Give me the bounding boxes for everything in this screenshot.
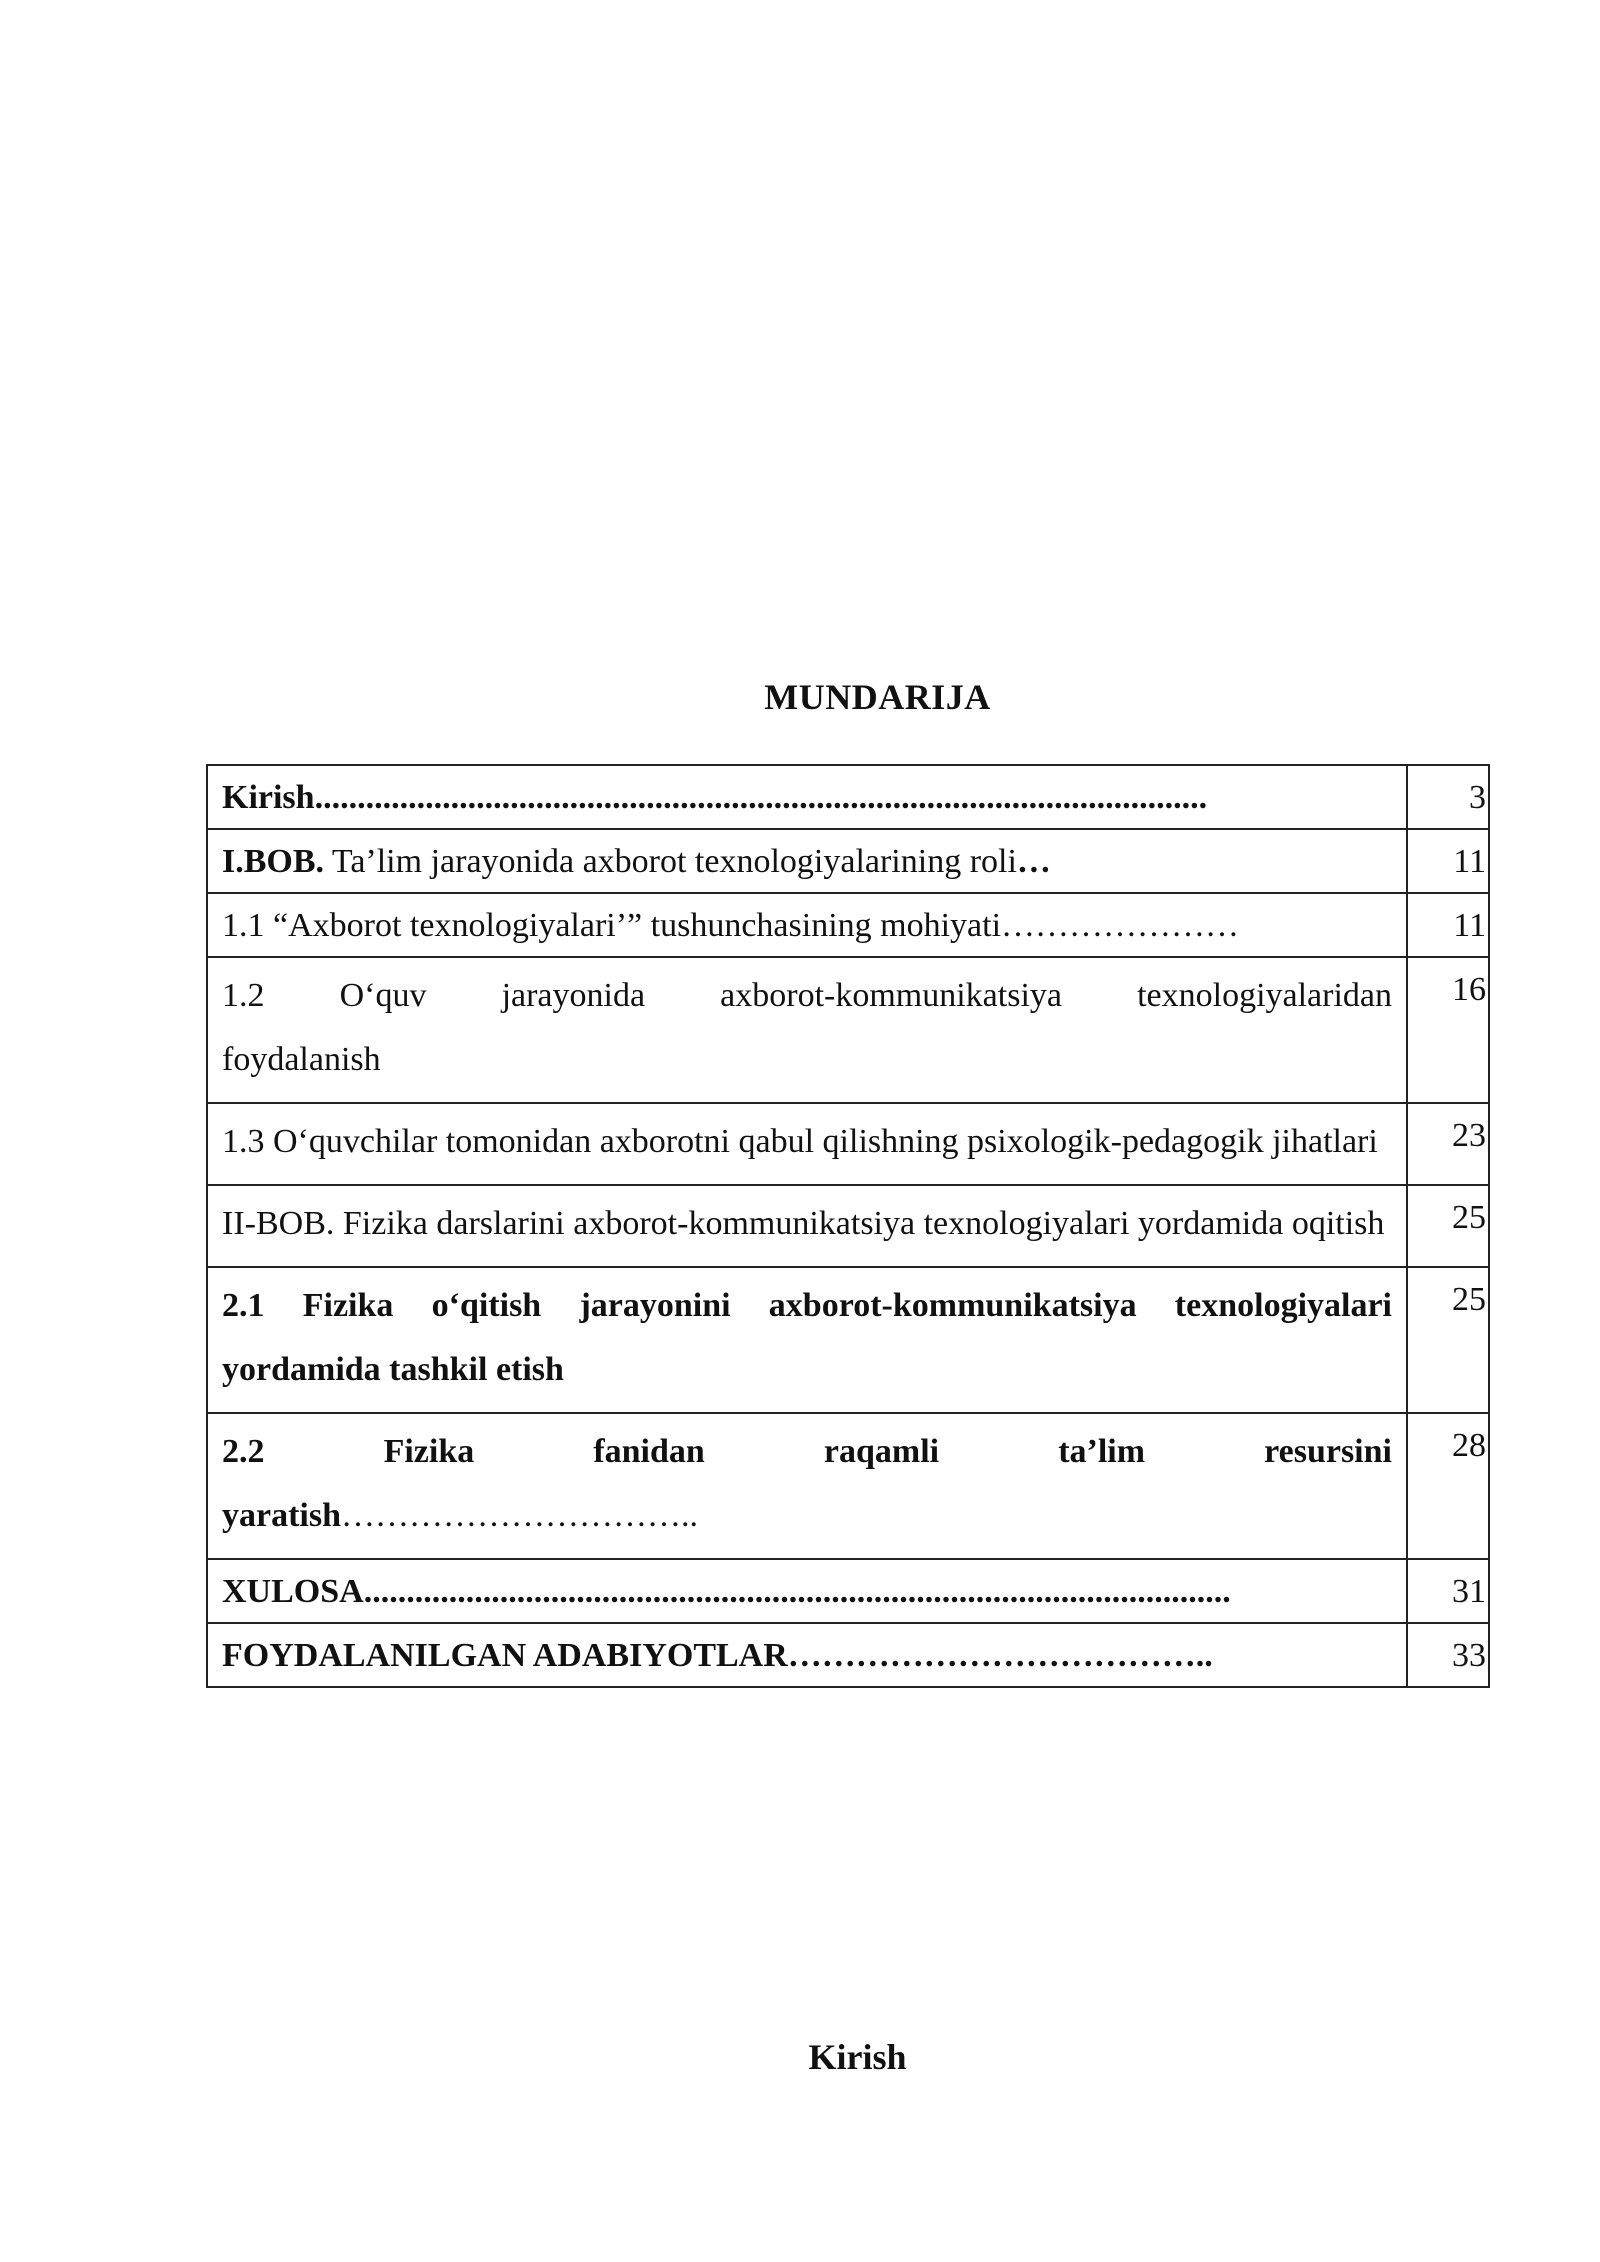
toc-row-adabiyotlar (207, 1623, 1489, 1687)
toc-page-number: 23 (1407, 1103, 1489, 1185)
toc-leader: … (1016, 843, 1051, 880)
table-of-contents (206, 764, 1490, 1688)
toc-page-number: 31 (1407, 1559, 1489, 1623)
toc-entry-label: XULOSA (222, 1573, 364, 1610)
toc-page-number: 11 (1407, 893, 1489, 957)
toc-row-1-1 (207, 893, 1489, 957)
toc-row-chapter-1 (207, 829, 1489, 893)
toc-entry-line1: 1.3 O‘quvchilar tomonidan axborotni qabul qilishning psixologik-pedagogik (222, 1123, 1264, 1160)
toc-entry-label: FOYDALANILGAN ADABIYOTLAR (222, 1637, 788, 1674)
toc-entry-line2: oqitish (1291, 1205, 1385, 1242)
toc-page-number: 33 (1407, 1623, 1489, 1687)
toc-page-number: 28 (1407, 1413, 1489, 1559)
toc-entry[interactable] (207, 1413, 1407, 1559)
toc-leader: ……………………………….. (787, 1637, 1213, 1674)
toc-entry-label: 1.1 “Axborot texnologiyalari’” tushunchasining mohiyati (222, 907, 1002, 944)
toc-entry[interactable] (207, 829, 1407, 893)
toc-row-chapter-2 (207, 1185, 1489, 1267)
toc-entry-line2: yordamida tashkil etish (222, 1351, 564, 1388)
toc-row-kirish (207, 765, 1489, 829)
toc-entry-label: Ta’lim jarayonida axborot texnologiyalarining roli (324, 843, 1017, 880)
toc-entry-line2: jihatlari (1272, 1123, 1378, 1160)
section-heading-kirish: Kirish (808, 2037, 907, 2077)
toc-entry[interactable] (207, 1103, 1407, 1185)
toc-entry-chapter: I.BOB. (222, 843, 325, 880)
toc-row-xulosa (207, 1559, 1489, 1623)
toc-entry[interactable] (207, 1623, 1407, 1687)
toc-entry-line1: 1.2 O‘quv jarayonida axborot-kommunikatsiya texnologiyalaridan (222, 977, 1392, 1014)
toc-entry-line1: 2.1 Fizika o‘qitish jarayonini axborot-kommunikatsiya texnologiyalari (222, 1287, 1392, 1324)
toc-entry-line1: 2.2 Fizika fanidan raqamli ta’lim resursini (222, 1433, 1392, 1470)
toc-entry-line1: II-BOB. Fizika darslarini axborot-kommunikatsiya texnologiyalari yordamida (222, 1205, 1284, 1242)
toc-entry[interactable] (207, 893, 1407, 957)
toc-leader: ...................................................................................................... (363, 1573, 1231, 1610)
toc-entry-line2: foydalanish (222, 1041, 381, 1078)
toc-leader: ......................................................................................................... (314, 779, 1208, 816)
toc-page-number: 25 (1407, 1267, 1489, 1413)
toc-row-2-1 (207, 1267, 1489, 1413)
toc-page-number: 3 (1407, 765, 1489, 829)
toc-leader: ………………………….. (341, 1497, 698, 1534)
toc-row-1-3 (207, 1103, 1489, 1185)
toc-entry-label: Kirish (222, 779, 315, 816)
toc-page-number: 25 (1407, 1185, 1489, 1267)
toc-leader: ………………… (1001, 907, 1240, 944)
toc-page-number: 11 (1407, 829, 1489, 893)
toc-entry[interactable] (207, 1185, 1407, 1267)
toc-entry[interactable] (207, 765, 1407, 829)
toc-entry[interactable] (207, 1559, 1407, 1623)
toc-row-2-2 (207, 1413, 1489, 1559)
toc-entry[interactable] (207, 957, 1407, 1103)
toc-page-number: 16 (1407, 957, 1489, 1103)
toc-row-1-2 (207, 957, 1489, 1103)
toc-entry-line2: yaratish (222, 1497, 341, 1534)
toc-entry[interactable] (207, 1267, 1407, 1413)
page-title: MUNDARIJA (764, 677, 991, 717)
